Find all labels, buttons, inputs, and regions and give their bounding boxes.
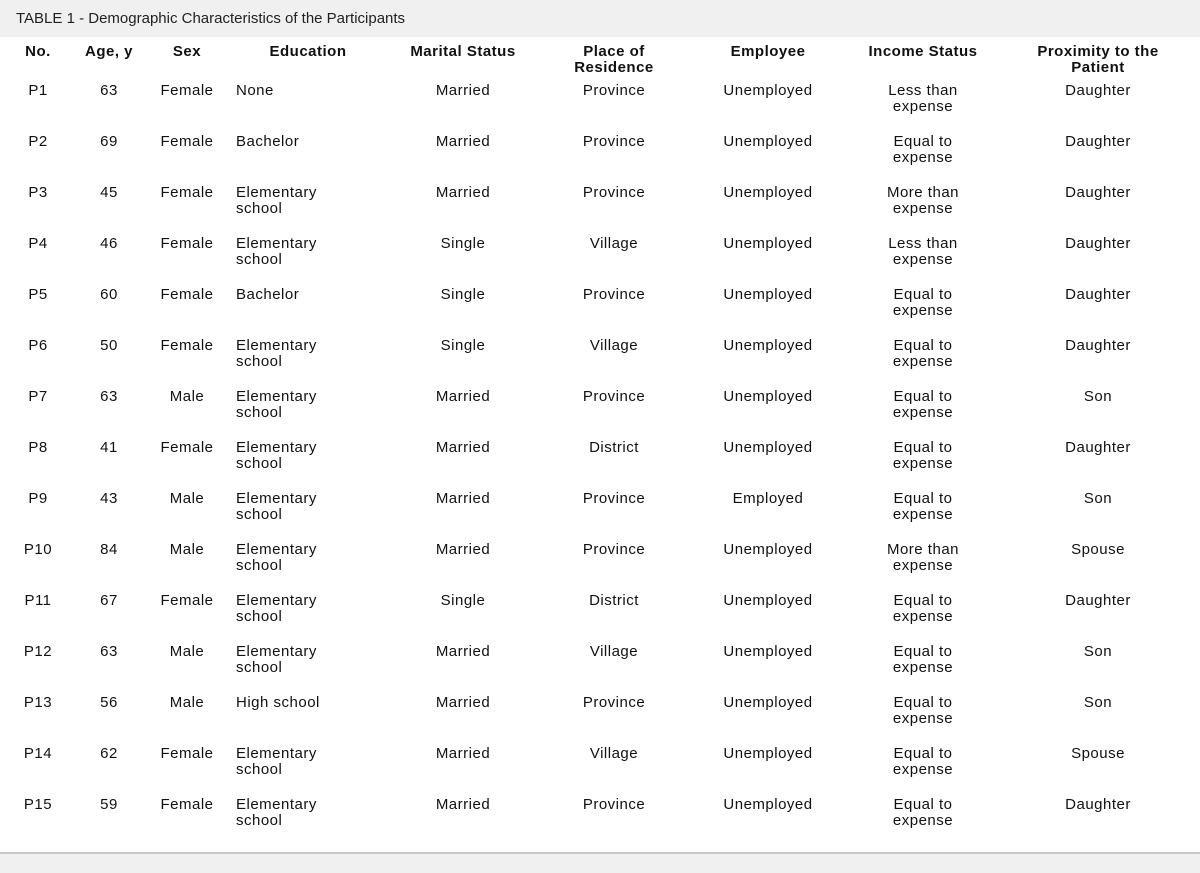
table-row — [0, 78, 1200, 129]
bottom-bar — [0, 852, 1200, 873]
cell-number: P13 — [23, 694, 53, 711]
column-header-place-of-residence: Place of Residence — [574, 43, 654, 76]
cell-income-status: Equal to expense — [892, 439, 954, 472]
cell-sex: Male — [169, 388, 205, 405]
cell-sex: Female — [160, 745, 214, 762]
table-row — [0, 231, 1200, 282]
cell-age: 41 — [100, 439, 118, 456]
cell-proximity: Daughter — [1065, 235, 1131, 252]
cell-marital-status: Single — [440, 286, 486, 303]
cell-age: 63 — [100, 643, 118, 660]
cell-sex: Male — [169, 643, 205, 660]
cell-income-status: More than expense — [886, 184, 960, 217]
cell-proximity: Spouse — [1071, 745, 1125, 762]
cell-employee: Unemployed — [723, 286, 813, 303]
cell-number: P5 — [28, 286, 48, 303]
cell-proximity: Daughter — [1065, 796, 1131, 813]
cell-income-status: Less than expense — [888, 82, 958, 115]
cell-proximity: Daughter — [1065, 184, 1131, 201]
column-header-employee: Employee — [730, 43, 806, 60]
cell-income-status: Equal to expense — [892, 337, 954, 370]
cell-employee: Unemployed — [723, 184, 813, 201]
cell-education: Bachelor — [236, 133, 300, 150]
cell-education: Elementary school — [236, 796, 317, 829]
cell-proximity: Daughter — [1065, 286, 1131, 303]
cell-age: 63 — [100, 388, 118, 405]
cell-sex: Female — [160, 796, 214, 813]
table-row — [0, 384, 1200, 435]
cell-sex: Female — [160, 82, 214, 99]
cell-education: Elementary school — [236, 490, 317, 523]
cell-education: Elementary school — [236, 184, 317, 217]
cell-age: 67 — [100, 592, 118, 609]
cell-proximity: Daughter — [1065, 82, 1131, 99]
cell-employee: Unemployed — [723, 694, 813, 711]
cell-education: Elementary school — [236, 337, 317, 370]
cell-number: P15 — [23, 796, 53, 813]
cell-sex: Female — [160, 439, 214, 456]
cell-income-status: Equal to expense — [892, 286, 954, 319]
table-row — [0, 486, 1200, 537]
cell-age: 63 — [100, 82, 118, 99]
cell-place-of-residence: Province — [582, 184, 646, 201]
cell-employee: Unemployed — [723, 133, 813, 150]
cell-education: Elementary school — [236, 439, 317, 472]
table-row — [0, 588, 1200, 639]
cell-sex: Female — [160, 286, 214, 303]
cell-employee: Unemployed — [723, 337, 813, 354]
cell-marital-status: Married — [435, 796, 491, 813]
cell-income-status: Equal to expense — [892, 745, 954, 778]
cell-proximity: Son — [1083, 388, 1113, 405]
cell-age: 62 — [100, 745, 118, 762]
cell-number: P2 — [28, 133, 48, 150]
cell-income-status: Equal to expense — [892, 796, 954, 829]
cell-marital-status: Married — [435, 694, 491, 711]
cell-education: Elementary school — [236, 592, 317, 625]
table-row — [0, 129, 1200, 180]
cell-number: P14 — [23, 745, 53, 762]
cell-employee: Unemployed — [723, 82, 813, 99]
cell-proximity: Daughter — [1065, 133, 1131, 150]
cell-place-of-residence: Province — [582, 490, 646, 507]
cell-employee: Employed — [732, 490, 804, 507]
cell-age: 69 — [100, 133, 118, 150]
cell-income-status: More than expense — [886, 541, 960, 574]
cell-proximity: Spouse — [1071, 541, 1125, 558]
table-caption: TABLE 1 - Demographic Characteristics of the Participants — [0, 0, 1200, 37]
cell-marital-status: Married — [435, 439, 491, 456]
cell-proximity: Son — [1083, 694, 1113, 711]
cell-education: None — [236, 82, 274, 99]
cell-number: P8 — [28, 439, 48, 456]
cell-education: Bachelor — [236, 286, 300, 303]
cell-income-status: Less than expense — [888, 235, 958, 268]
cell-place-of-residence: Province — [582, 286, 646, 303]
table-row — [0, 741, 1200, 792]
cell-marital-status: Married — [435, 82, 491, 99]
cell-place-of-residence: Province — [582, 133, 646, 150]
cell-place-of-residence: District — [589, 592, 639, 609]
cell-employee: Unemployed — [723, 796, 813, 813]
cell-sex: Female — [160, 184, 214, 201]
cell-income-status: Equal to expense — [892, 388, 954, 421]
cell-age: 84 — [100, 541, 118, 558]
cell-sex: Male — [169, 490, 205, 507]
cell-number: P1 — [28, 82, 48, 99]
cell-age: 43 — [100, 490, 118, 507]
cell-education: Elementary school — [236, 235, 317, 268]
cell-sex: Male — [169, 541, 205, 558]
cell-marital-status: Married — [435, 541, 491, 558]
cell-proximity: Daughter — [1065, 592, 1131, 609]
cell-employee: Unemployed — [723, 745, 813, 762]
cell-marital-status: Married — [435, 745, 491, 762]
cell-proximity: Daughter — [1065, 337, 1131, 354]
cell-income-status: Equal to expense — [892, 490, 954, 523]
column-header-age: Age, y — [84, 43, 133, 60]
column-header-proximity: Proximity to the Patient — [1037, 43, 1159, 76]
table-container — [0, 40, 1200, 843]
cell-employee: Unemployed — [723, 235, 813, 252]
cell-place-of-residence: Village — [589, 235, 639, 252]
cell-marital-status: Married — [435, 133, 491, 150]
table-row — [0, 690, 1200, 741]
cell-marital-status: Married — [435, 388, 491, 405]
cell-place-of-residence: Province — [582, 541, 646, 558]
cell-place-of-residence: Province — [582, 796, 646, 813]
cell-sex: Female — [160, 592, 214, 609]
cell-employee: Unemployed — [723, 592, 813, 609]
cell-proximity: Son — [1083, 490, 1113, 507]
cell-number: P11 — [24, 592, 52, 609]
table-row — [0, 639, 1200, 690]
cell-place-of-residence: Province — [582, 82, 646, 99]
cell-sex: Female — [160, 133, 214, 150]
cell-education: Elementary school — [236, 643, 317, 676]
cell-proximity: Daughter — [1065, 439, 1131, 456]
table-row — [0, 435, 1200, 486]
table-row — [0, 792, 1200, 843]
cell-marital-status: Single — [440, 235, 486, 252]
cell-number: P7 — [28, 388, 48, 405]
cell-sex: Female — [160, 235, 214, 252]
table-row — [0, 537, 1200, 588]
cell-marital-status: Married — [435, 643, 491, 660]
cell-place-of-residence: Province — [582, 694, 646, 711]
cell-education: Elementary school — [236, 388, 317, 421]
cell-sex: Female — [160, 337, 214, 354]
column-header-education: Education — [269, 43, 347, 60]
cell-education: High school — [236, 694, 320, 711]
column-header-marital-status: Marital Status — [410, 43, 516, 60]
cell-marital-status: Married — [435, 184, 491, 201]
header-row — [0, 40, 1200, 78]
cell-marital-status: Single — [440, 592, 486, 609]
cell-income-status: Equal to expense — [892, 592, 954, 625]
cell-age: 50 — [100, 337, 118, 354]
cell-place-of-residence: District — [589, 439, 639, 456]
column-header-income-status: Income Status — [868, 43, 978, 60]
cell-place-of-residence: Village — [589, 745, 639, 762]
cell-age: 56 — [100, 694, 118, 711]
cell-employee: Unemployed — [723, 388, 813, 405]
cell-age: 59 — [100, 796, 118, 813]
table-row — [0, 180, 1200, 231]
cell-age: 45 — [100, 184, 118, 201]
cell-proximity: Son — [1083, 643, 1113, 660]
column-header-number: No. — [25, 43, 51, 60]
cell-age: 46 — [100, 235, 118, 252]
cell-employee: Unemployed — [723, 643, 813, 660]
cell-income-status: Equal to expense — [892, 133, 954, 166]
table-body — [0, 78, 1200, 843]
column-header-sex: Sex — [172, 43, 202, 60]
cell-number: P10 — [23, 541, 53, 558]
cell-number: P4 — [28, 235, 48, 252]
cell-number: P12 — [23, 643, 53, 660]
table-row — [0, 282, 1200, 333]
cell-education: Elementary school — [236, 745, 317, 778]
cell-education: Elementary school — [236, 541, 317, 574]
table-row — [0, 333, 1200, 384]
cell-income-status: Equal to expense — [892, 643, 954, 676]
cell-place-of-residence: Village — [589, 337, 639, 354]
cell-number: P3 — [28, 184, 48, 201]
cell-age: 60 — [100, 286, 118, 303]
cell-employee: Unemployed — [723, 541, 813, 558]
cell-number: P9 — [28, 490, 48, 507]
cell-place-of-residence: Village — [589, 643, 639, 660]
cell-marital-status: Single — [440, 337, 486, 354]
cell-marital-status: Married — [435, 490, 491, 507]
cell-employee: Unemployed — [723, 439, 813, 456]
cell-income-status: Equal to expense — [892, 694, 954, 727]
cell-number: P6 — [28, 337, 48, 354]
cell-sex: Male — [169, 694, 205, 711]
demographics-table — [0, 40, 1200, 843]
cell-place-of-residence: Province — [582, 388, 646, 405]
